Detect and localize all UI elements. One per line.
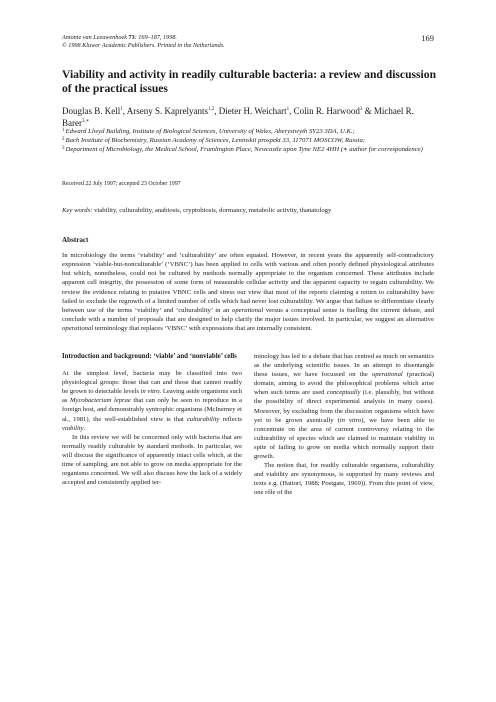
author-name: , Arseny S. Kaprelyants	[122, 106, 208, 116]
author-name: & Michael R. Barer	[62, 106, 414, 128]
body-emphasis: Mycobacterium leprae	[70, 397, 131, 405]
journal-citation	[62, 34, 225, 50]
abstract-heading: Abstract	[62, 236, 89, 244]
author-affiliation-mark: 1	[286, 107, 290, 112]
body-text: At the simplest level, bacteria may be classified into two physiological groups: those that can and those that cannot readily be grown to detectable levels	[62, 370, 242, 396]
abstract-emphasis: operational	[231, 306, 264, 314]
abstract-text: In microbiology the terms ‘viability’ and ‘culturability’ are often equated. However, in recent years the apparently self-contradictory expression ‘viable-but-nonculturable’ (‘VBNC’) has been applied to cells with various and often poorly defined physiological attributes but which, nonetheless, could not be cultured by methods normally appropriate to the organism concerned. These attributes include apparent cell integrity, the possession of some form of measurable cellular activity and the apparent capacity to regain culturability. We review the evidence relating to putative VBNC cells and stress our view that most of the reports claiming a return to culturability have failed to exclude the regrowth of a limited number of cells which had never lost culturability. We argue that failure to differentiate clearly between use of the terms ‘viability’ and ‘culturability’ in an	[62, 252, 434, 314]
journal-pages: : 169–187, 1998.	[134, 34, 177, 41]
keywords-label: Key words:	[62, 207, 93, 214]
body-emphasis: culturability	[186, 415, 220, 423]
body-column-left	[62, 352, 242, 487]
body-emphasis: viability	[62, 424, 84, 432]
author-affiliation-mark: 3	[359, 107, 363, 112]
body-text: ), we have been able to concentrate on the area of current controversy relating to the culturability of species which are claimed to maintain viability in spite of failing to grow on media which normally support their growth.	[254, 416, 434, 461]
abstract-text: terminology that replaces ‘VBNC’ with expressions that are internally consistent.	[93, 325, 313, 333]
abstract-emphasis: operational	[62, 325, 94, 333]
keywords-text: viability, culturability, anabiosis, cryptobiosis, dormancy, metabolic activity, thanatology	[92, 207, 332, 214]
author-name: , Colin R. Harwood	[289, 106, 360, 116]
affiliation-text: Department of Microbiology, the Medical School, Framlington Place, Newcastle upon Tyne NE2 4HH (∗ author for correspondence)	[65, 145, 423, 153]
body-paragraph	[254, 352, 434, 461]
affiliation-number: 3	[62, 145, 65, 151]
affiliations	[62, 128, 434, 155]
affiliation-1	[62, 128, 434, 137]
affiliation-text: Bach Institute of Biochemistry, Russian Academy of Sciences, Leninskii prospekt 33, 117071 MOSCOW, Russia;	[65, 136, 366, 144]
author-affiliation-mark: 1,2	[208, 107, 215, 112]
affiliation-text: Edward Llwyd Building, Institute of Biological Sciences, University of Wales, Aberystwyth SY23 3DA, U.K.;	[65, 128, 355, 135]
body-column-right	[254, 352, 434, 498]
keywords	[62, 206, 434, 215]
paper-title: Viability and activity in readily culturable bacteria: a review and discussion of the practical issues	[62, 68, 437, 95]
author-list	[62, 106, 434, 129]
body-emphasis: in vitro	[339, 416, 362, 424]
section-heading: Introduction and background: ‘viable’ and ‘nonviable’ cells	[62, 353, 237, 360]
body-paragraph: In this review we will be concerned only with bacteria that are normally readily culturable by standard methods. In particular, we will discuss the significance of apparently intact cells which, at the time of sampling, are not able to grow on media appropriate for the organisms concerned. We will also discuss how the lack of a widely accepted and consistently applied ter-	[62, 433, 242, 487]
affiliation-2	[62, 137, 434, 146]
copyright-line: © 1998 Kluwer Academic Publishers. Printed in the Netherlands.	[62, 42, 225, 50]
body-text: that can only be seen to reproduce in a foreign host, and demonstrably syntrophic organisms (McInerney et al., 1981), the well-established view is that	[62, 397, 242, 423]
journal-name: Antonie van Leeuwenhoek	[62, 34, 129, 41]
body-emphasis: conceptually	[326, 389, 361, 397]
body-paragraph	[62, 369, 242, 433]
body-text: . Leaving aside organisms such as	[62, 388, 243, 405]
author-name: Douglas B. Kell	[62, 106, 121, 116]
author-affiliation-mark: 3,∗	[82, 118, 90, 124]
author-name: , Dieter H. Weichart	[214, 106, 287, 116]
page-number: 169	[421, 33, 434, 43]
body-emphasis: in vitro	[140, 388, 160, 396]
author-affiliation-mark: 1	[120, 107, 123, 112]
abstract-body	[62, 251, 434, 333]
affiliation-number: 1	[62, 128, 65, 133]
body-text: .	[83, 424, 86, 432]
body-text: (i.e. plausibly, but without the possibility of direct experimental analysis in many cases). Moreover, by excluding from the discussion organisms which have yet to be grown axenically (	[254, 389, 434, 424]
body-text: (practical) domain, aiming to avoid the philosophical problems which arise when such terms are used	[254, 371, 434, 397]
affiliation-3	[62, 146, 434, 155]
body-text: minology has led to a debate that has centred as much on semantics as the underlying scientific issues. In an attempt to disentangle these issues, we have focussed on the	[254, 353, 434, 379]
body-emphasis: operational	[371, 371, 403, 379]
body-paragraph: The notion that, for readily culturable organisms, culturability and viability are synonymous, is supported by many reviews and texts e.g. (Hattori, 1988; Postgate, 1969)). From this point of view, one rôle of the	[254, 462, 434, 497]
journal-volume: 73	[128, 34, 135, 41]
abstract-text: versus a conceptual sense is fuelling the current debate, and conclude with a number of proposals that are designed to help clarify the major issues involved. In particular, we suggest an alternative	[62, 306, 434, 324]
body-text: reflects	[219, 415, 242, 423]
received-dates: Received 22 July 1997; accepted 23 October 1997	[62, 181, 181, 187]
affiliation-number: 2	[62, 136, 65, 142]
